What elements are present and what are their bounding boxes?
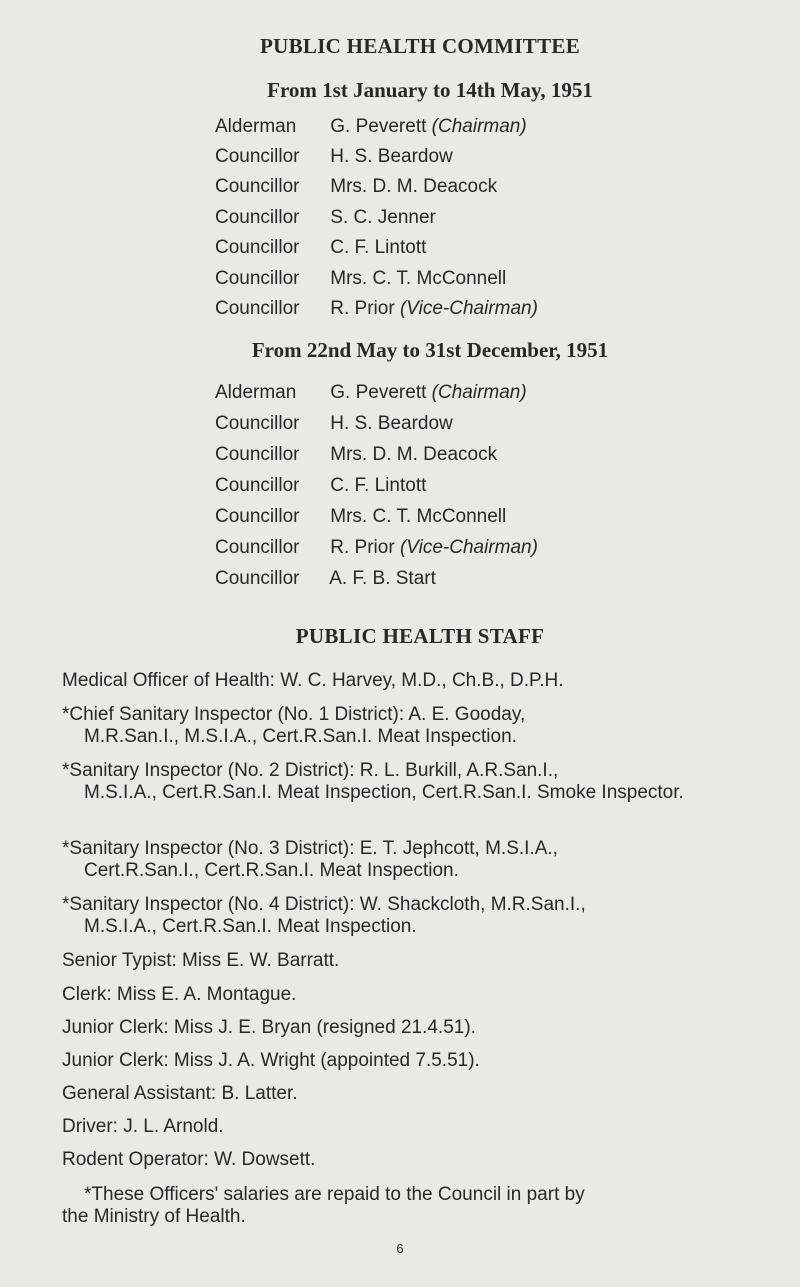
member-name: R. Prior [330,537,395,558]
staff-entry-text: Medical Officer of Health: W. C. Harvey, M.D., Ch.B., D.P.H. [62,670,564,691]
staff-entry [62,760,742,804]
staff-entry-text: Clerk: Miss E. A. Montague. [62,984,297,1005]
member-row [215,298,538,320]
staff-entry-text: Driver: J. L. Arnold. [62,1116,224,1137]
member-role: Councillor [215,146,300,167]
member-role: Alderman [215,116,297,137]
member-name: H. S. Beardow [330,413,453,434]
member-row [215,176,497,198]
staff-entry-text: General Assistant: B. Latter. [62,1083,298,1104]
member-role: Councillor [215,444,300,465]
member-name: Mrs. D. M. Deacock [330,176,498,197]
member-note: (Chairman) [431,382,527,403]
member-name: Mrs. D. M. Deacock [330,444,498,465]
staff-entry [62,1083,742,1105]
staff-entry [62,1116,742,1138]
member-role: Councillor [215,506,300,527]
footnote-line-1: *These Officers' salaries are repaid to the Council in part by [84,1184,585,1205]
period-2-title: From 22nd May to 31st December, 1951 [251,338,609,362]
member-note: (Chairman) [431,116,527,137]
member-name: C. F. Lintott [330,237,427,258]
member-role: Councillor [215,207,300,228]
staff-entry-text: Junior Clerk: Miss J. E. Bryan (resigned 21.4.51). [62,1017,476,1038]
staff-entry [62,1017,742,1039]
member-name: R. Prior [330,298,395,319]
member-row [215,444,497,466]
staff-entry [62,984,742,1006]
member-name: A. F. B. Start [329,568,436,589]
member-role: Councillor [215,298,300,319]
staff-entry [62,950,742,972]
staff-entry-text: *Sanitary Inspector (No. 3 District): E. T. Jephcott, M.S.I.A., [62,838,558,859]
staff-entry-continuation: M.S.I.A., Cert.R.San.I. Meat Inspection, Cert.R.San.I. Smoke Inspector. [84,782,684,803]
staff-entry-text: *Sanitary Inspector (No. 2 District): R. L. Burkill, A.R.San.I., [62,760,559,781]
member-row [215,475,426,497]
staff-entry-continuation: M.R.San.I., M.S.I.A., Cert.R.San.I. Meat Inspection. [84,726,517,747]
footnote-line-2: the Ministry of Health. [62,1206,246,1227]
member-row [215,237,426,259]
staff-entry [62,838,742,882]
member-row [215,537,538,559]
member-role: Councillor [215,176,300,197]
member-role: Councillor [215,237,300,258]
member-row [215,382,527,404]
staff-entry-text: *Chief Sanitary Inspector (No. 1 District): A. E. Gooday, [62,704,526,725]
member-note: (Vice-Chairman) [399,537,538,558]
member-row [215,506,506,528]
member-name: H. S. Beardow [330,146,453,167]
member-role: Alderman [215,382,297,403]
staff-entry-continuation: Cert.R.San.I., Cert.R.San.I. Meat Inspection. [84,860,459,881]
member-note: (Vice-Chairman) [399,298,538,319]
member-role: Councillor [215,413,300,434]
staff-entry [62,894,742,938]
member-row [215,413,453,435]
staff-entry-text: Rodent Operator: W. Dowsett. [62,1149,316,1170]
member-row [215,207,436,229]
staff-entry [62,1149,742,1171]
staff-entry [62,670,742,692]
member-role: Councillor [215,475,300,496]
staff-heading: PUBLIC HEALTH STAFF [295,624,545,648]
staff-entry-continuation: M.S.I.A., Cert.R.San.I. Meat Inspection. [84,916,417,937]
member-name: G. Peverett [330,116,427,137]
member-name: C. F. Lintott [330,475,427,496]
member-role: Councillor [215,537,300,558]
staff-entry-text: *Sanitary Inspector (No. 4 District): W. Shackcloth, M.R.San.I., [62,894,586,915]
page-number: 6 [396,1241,404,1256]
member-row [215,146,453,168]
member-name: Mrs. C. T. McConnell [330,268,507,289]
member-name: S. C. Jenner [330,207,436,228]
committee-heading: PUBLIC HEALTH COMMITTEE [259,34,580,58]
member-row [215,568,436,590]
member-name: Mrs. C. T. McConnell [330,506,507,527]
member-row [215,116,527,138]
staff-entry [62,1050,742,1072]
period-1-title: From 1st January to 14th May, 1951 [267,78,593,102]
member-name: G. Peverett [330,382,427,403]
footnote [62,1184,742,1228]
member-role: Councillor [215,568,300,589]
member-role: Councillor [215,268,300,289]
staff-entry-text: Junior Clerk: Miss J. A. Wright (appointed 7.5.51). [62,1050,480,1071]
member-row [215,268,506,290]
staff-entry [62,704,742,748]
staff-entry-text: Senior Typist: Miss E. W. Barratt. [62,950,340,971]
